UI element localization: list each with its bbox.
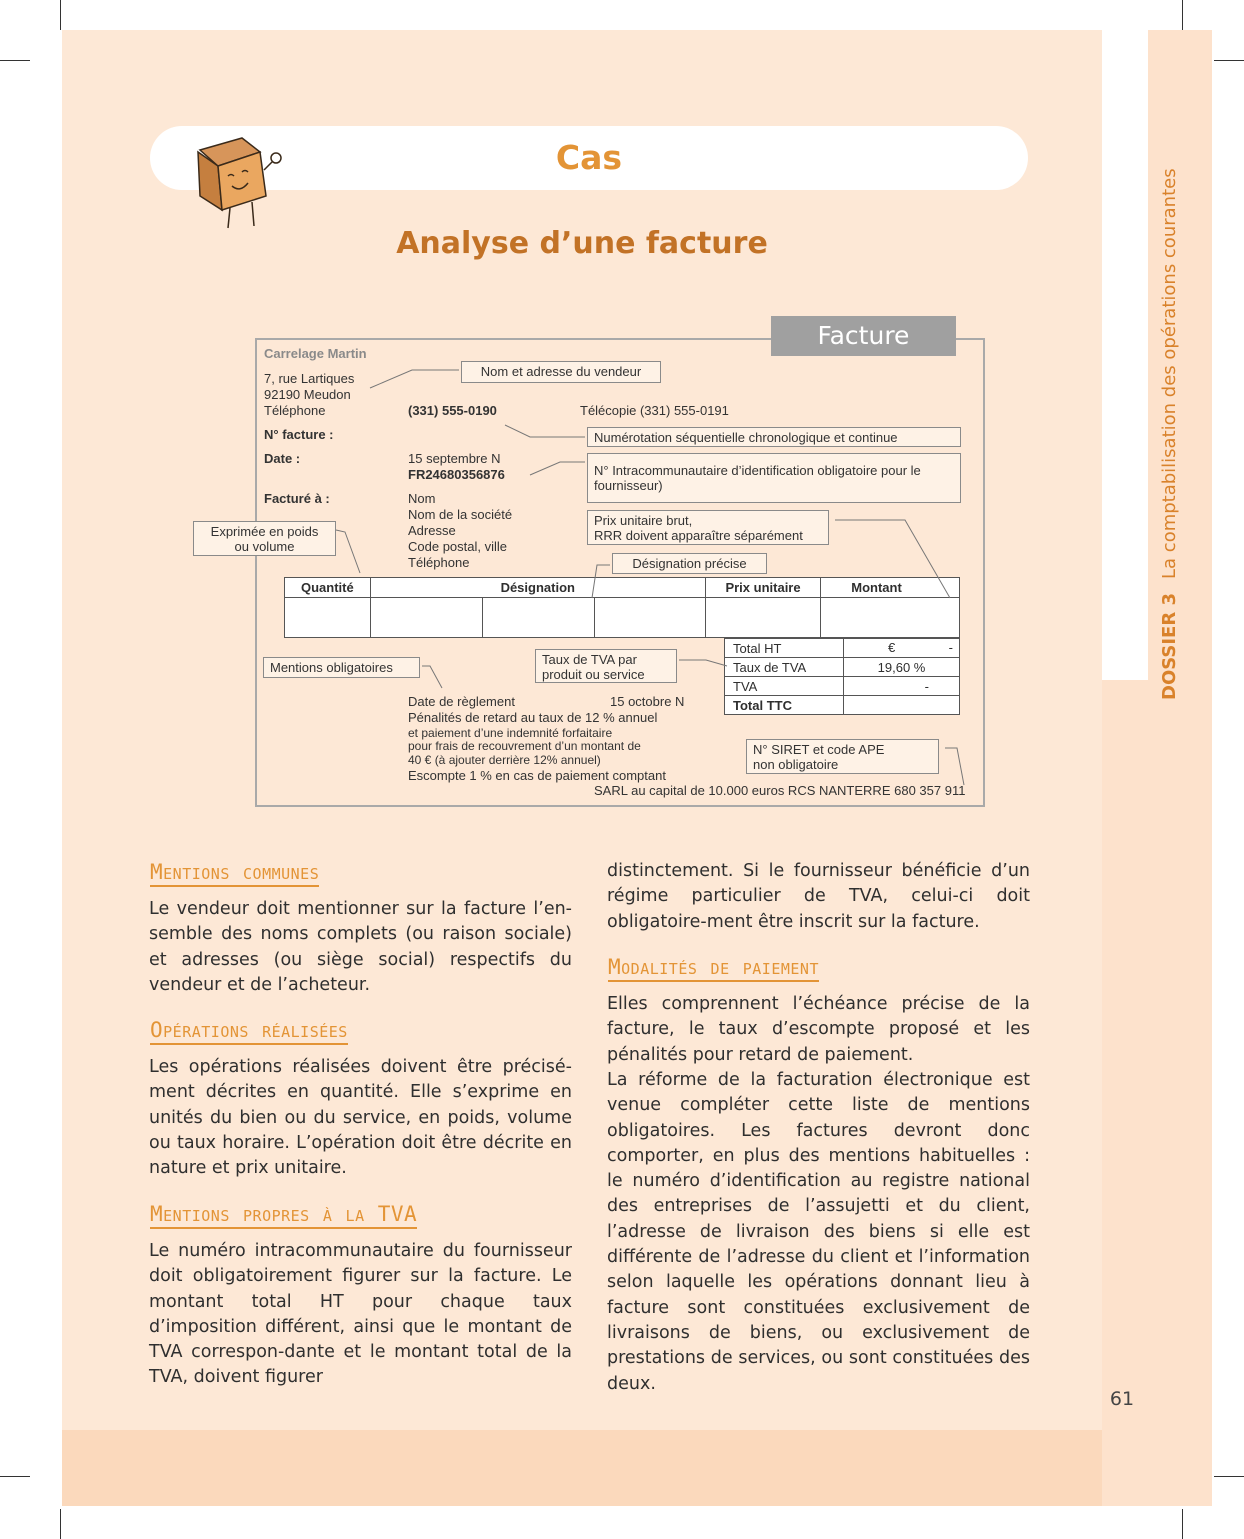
penalty-line: Pénalités de retard au taux de 12 % annuel	[408, 710, 658, 725]
callout-unit-price-line: Prix unitaire brut,	[594, 513, 693, 528]
callout-vat-rate-line: produit ou service	[542, 667, 645, 682]
payment-date-value: 15 octobre N	[610, 694, 685, 709]
callout-siret-line: non obligatoire	[753, 757, 839, 772]
heading-paiement: Modalités de paiement	[608, 955, 819, 982]
callout-weight-line: Exprimée en poids	[210, 524, 319, 539]
callout-siret-line: N° SIRET et code APE	[753, 742, 885, 757]
billed-line: Nom	[408, 491, 436, 506]
penalty-line: et paiement d’une indemnité forfaitaire	[408, 726, 613, 740]
page-title: Analyse d’une facture	[396, 226, 768, 261]
paragraph-reforme: La réforme de la facturation électronique est venue compléter cette liste de mentions obligatoires. Les factures devront donc comporter, en plus des mentions habituelles : le numéro d’identification au registre national des entreprises de l’assujetti et du client, l’adresse de livraison des biens si elle est différente de l’adresse du client et l’information selon laquelle les opérations donnant lieu à facture sont constituées exclusivement de livraisons de biens, ou exclusivement de prestations de services, ou sont constituées des deux.	[607, 1070, 1030, 1394]
page-number: 61	[1109, 1388, 1135, 1410]
chapter-title: La comptabilisation des opérations courantes	[1159, 168, 1180, 579]
heading-mentions-communes: Mentions communes	[150, 860, 319, 887]
fax: Télécopie (331) 555-0191	[580, 403, 729, 418]
total-ttc-label: Total TTC	[725, 696, 844, 715]
billed-line: Code postal, ville	[408, 539, 507, 554]
paragraph-tva: Le numéro intracommunautaire du fournisseur doit obligatoirement figurer sur la facture. Le montant total HT pour chaque taux d’imposition différent, ainsi que le montant de TVA correspon-dante et le montant total de la TVA, doivent figurer	[149, 1241, 572, 1388]
paragraph-paiement: Elles comprennent l’échéance précise de la facture, le taux d’escompte proposé et les pénalités pour retard de paiement.	[607, 994, 1030, 1065]
callout-unit-price-line: RRR doivent apparaître séparément	[594, 528, 803, 543]
vat-value: -	[844, 677, 960, 696]
billed-line: Téléphone	[408, 555, 470, 570]
legal-mention: SARL au capital de 10.000 euros RCS NANTERRE 680 357 911	[594, 783, 966, 798]
vat-number: FR24680356876	[408, 467, 505, 482]
vat-rate-value: 19,60 %	[844, 658, 960, 677]
paragraph-operations: Les opérations réalisées doivent être précisé-ment décrites en quantité. Elle s’exprime en unités du bien ou du service, en poids, volume ou taux horaire. L’opération doit être décrite en nature et prix unitaire.	[149, 1057, 572, 1179]
invoice-number-label: N° facture :	[264, 427, 334, 442]
column-unit-price: Prix unitaire	[705, 578, 820, 598]
callout-designation: Désignation précise	[612, 553, 767, 574]
phone-value: (331) 555-0190	[408, 403, 497, 418]
billed-line: Adresse	[408, 523, 456, 538]
billed-line: Nom de la société	[408, 507, 513, 522]
heading-operations: Opérations réalisées	[150, 1018, 348, 1045]
invoice-tab: Facture	[771, 316, 956, 356]
seller-address-2: 92190 Meudon	[264, 387, 351, 402]
callout-intracommunity-line: fournisseur)	[594, 478, 663, 493]
seller-name: Carrelage Martin	[264, 346, 367, 361]
column-amount: Montant	[821, 578, 960, 598]
dossier-label: DOSSIER 3	[1159, 592, 1180, 700]
total-ht-dash: -	[948, 640, 953, 655]
callout-numbering: Numérotation séquentielle chronologique et continue	[587, 427, 961, 447]
callout-intracommunity-line: N° Intracommunautaire d’identification obligatoire pour le	[594, 463, 921, 478]
date-value: 15 septembre N	[408, 451, 501, 466]
discount-line: Escompte 1 % en cas de paiement comptant	[408, 768, 666, 783]
billed-label: Facturé à :	[264, 491, 330, 506]
callout-weight-line: ou volume	[234, 539, 295, 554]
penalty-line: 40 € (à ajouter derrière 12% annuel)	[408, 753, 601, 767]
callout-vat-rate-line: Taux de TVA par	[542, 652, 637, 667]
column-designation: Désignation	[370, 578, 705, 598]
paragraph-tva-continued: distinctement. Si le fournisseur bénéficie d’un régime particulier de TVA, celui-ci doit obligatoire-ment être inscrit sur la facture.	[607, 861, 1030, 932]
total-ht-currency: €	[888, 640, 896, 655]
callout-mandatory-mentions: Mentions obligatoires	[263, 657, 420, 678]
column-quantity: Quantité	[285, 578, 371, 598]
date-label: Date :	[264, 451, 301, 466]
vat-label: TVA	[725, 677, 844, 696]
phone-label: Téléphone	[264, 403, 326, 418]
heading-tva: Mentions propres à la TVA	[150, 1202, 417, 1229]
seller-address-1: 7, rue Lartiques	[264, 371, 355, 386]
callout-vendor: Nom et adresse du vendeur	[461, 361, 661, 383]
cas-title: Cas	[555, 138, 623, 177]
vat-rate-label: Taux de TVA	[725, 658, 844, 677]
total-ht-label: Total HT	[725, 639, 844, 658]
payment-date-label: Date de règlement	[408, 694, 515, 709]
penalty-line: pour frais de recouvrement d’un montant de	[408, 739, 641, 753]
paragraph-mentions-communes: Le vendeur doit mentionner sur la facture l’en-semble des noms complets (ou raison sociale) et adresses (ou siège social) respectifs du vendeur et de l’acheteur.	[149, 899, 572, 995]
